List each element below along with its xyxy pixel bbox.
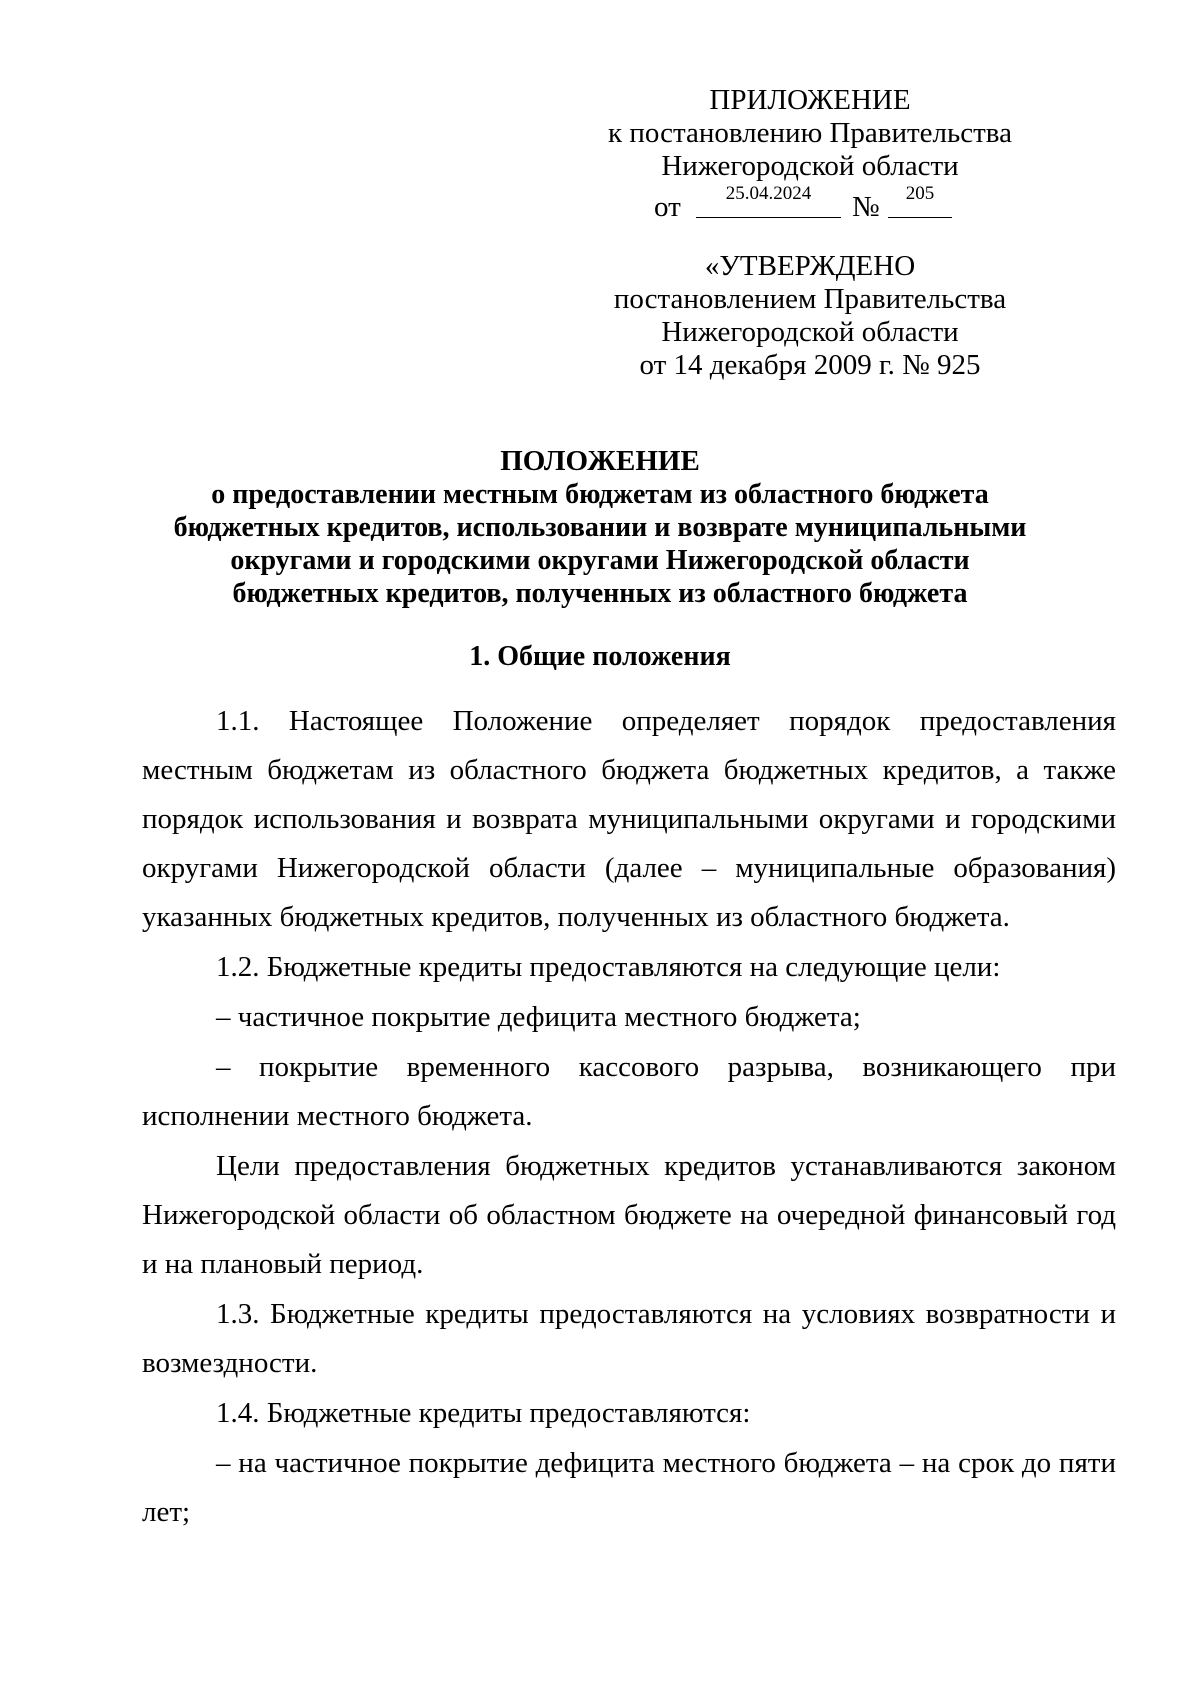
from-label: от (654, 191, 681, 223)
appendix-reference-line (600, 183, 1020, 223)
paragraph: 1.1. Настоящее Положение определяет порядок предоставления местным бюджетам из областного бюджета бюджетных кредитов, а также порядок использования и возврата муниципальными округами и городскими округами Нижегородской области (далее – муниципальные образования) указанных бюджетных кредитов, полученных из областного бюджета. (142, 705, 1116, 933)
paragraph: 1.4. Бюджетные кредиты предоставляются: (216, 1397, 751, 1429)
paragraph: 1.3. Бюджетные кредиты предоставляются на условиях возвратности и возмездности. (142, 1298, 1116, 1379)
appendix-block (600, 84, 1020, 223)
paragraph: 1.2. Бюджетные кредиты предоставляются на следующие цели: (216, 951, 1001, 983)
paragraph: Цели предоставления бюджетных кредитов устанавливаются законом Нижегородской области об областном бюджете на очередной финансовый год и на плановый период. (142, 1150, 1116, 1280)
paragraph: – частичное покрытие дефицита местного бюджета; (216, 1001, 861, 1033)
approved-line-3: Нижегородской области (661, 316, 959, 348)
paragraph: – покрытие временного кассового разрыва, возникающего при исполнении местного бюджета. (142, 1051, 1116, 1132)
subtitle-line: о предоставлении местным бюджетам из областного бюджета (211, 479, 989, 510)
document-title-block (100, 445, 1100, 610)
subtitle-line: бюджетных кредитов, полученных из областного бюджета (232, 578, 968, 609)
approved-block (600, 250, 1020, 382)
subtitle-line: бюджетных кредитов, использовании и возврате муниципальными (173, 512, 1027, 543)
section-heading: 1. Общие положения (469, 641, 731, 672)
paragraph: – на частичное покрытие дефицита местного бюджета – на срок до пяти лет; (142, 1447, 1116, 1528)
number-sign: № (852, 191, 880, 223)
approved-line-2: постановлением Правительства (613, 283, 1007, 315)
approved-line-4: от 14 декабря 2009 г. № 925 (639, 349, 981, 381)
decree-number: 205 (888, 183, 952, 218)
decree-date: 25.04.2024 (696, 183, 841, 218)
approved-line-1: «УТВЕРЖДЕНО (704, 250, 916, 282)
appendix-line-2: Нижегородской области (661, 150, 959, 182)
appendix-title: ПРИЛОЖЕНИЕ (709, 84, 911, 116)
appendix-line-1: к постановлению Правительства (608, 117, 1012, 149)
document-title: ПОЛОЖЕНИЕ (500, 445, 700, 477)
subtitle-line: округами и городскими округами Нижегородской области (230, 545, 970, 576)
section-body (142, 697, 1116, 1537)
